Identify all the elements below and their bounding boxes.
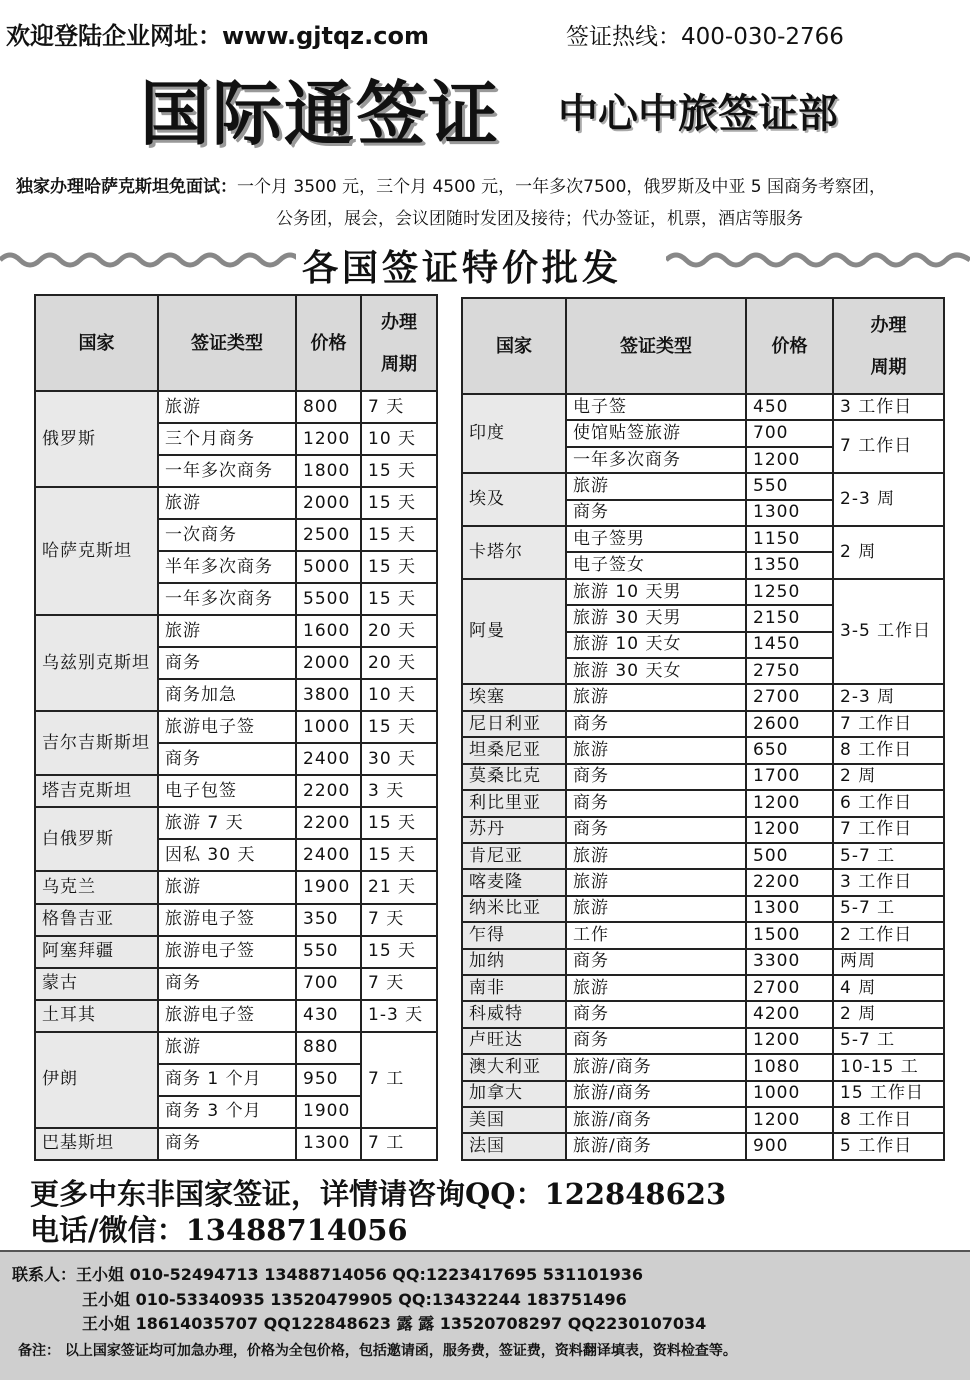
visa-type-cell: 旅游 30 天男	[566, 605, 746, 631]
price-cell: 1300	[746, 500, 833, 526]
price-cell: 2700	[746, 684, 833, 710]
contact-line-2: 王小姐 010-53340935 13520479905 QQ:13432244 183751496	[82, 1290, 627, 1309]
period-cell: 6 工作日	[833, 790, 944, 816]
price-cell: 2150	[746, 605, 833, 631]
section-title: 各国签证特价批发	[296, 240, 628, 291]
country-cell: 乍得	[462, 922, 566, 948]
visa-type-cell: 旅游电子签	[158, 936, 296, 968]
table-row	[462, 737, 944, 763]
period-cell: 2 工作日	[833, 922, 944, 948]
price-cell: 1350	[746, 552, 833, 578]
country-cell: 俄罗斯	[35, 391, 158, 487]
table-row	[462, 1054, 944, 1080]
price-cell: 430	[296, 1000, 361, 1032]
brand-subtitle: 中心中旅签证部	[558, 90, 838, 137]
price-cell: 1000	[746, 1081, 833, 1107]
visa-type-cell: 电子签女	[566, 552, 746, 578]
visa-type-cell: 旅游电子签	[158, 904, 296, 936]
visa-type-cell: 旅游	[158, 871, 296, 903]
table-row	[462, 764, 944, 790]
country-cell: 埃及	[462, 473, 566, 526]
price-cell: 500	[746, 843, 833, 869]
price-cell: 900	[746, 1133, 833, 1160]
period-cell: 15 天	[361, 551, 437, 583]
visa-type-cell: 旅游 7 天	[158, 807, 296, 839]
period-cell: 7 天	[361, 391, 437, 423]
visa-hotline-text: 签证热线：400-030-2766	[566, 24, 844, 50]
visa-type-cell: 旅游	[158, 487, 296, 519]
left-wave-decoration	[0, 248, 300, 272]
country-cell: 澳大利亚	[462, 1054, 566, 1080]
visa-type-cell: 商务	[566, 790, 746, 816]
promo-label: 独家办理哈萨克斯坦免面试：	[16, 177, 237, 197]
visa-type-cell: 商务	[158, 968, 296, 1000]
visa-type-cell: 旅游/商务	[566, 1081, 746, 1107]
price-cell: 1900	[296, 1096, 361, 1128]
price-cell: 1200	[746, 790, 833, 816]
country-cell: 伊朗	[35, 1032, 158, 1128]
table-row	[462, 1028, 944, 1054]
visa-type-cell: 旅游	[566, 473, 746, 499]
country-cell: 白俄罗斯	[35, 807, 158, 871]
visa-type-cell: 旅游	[158, 615, 296, 647]
visa-type-cell: 旅游	[566, 896, 746, 922]
period-cell: 1-3 天	[361, 1000, 437, 1032]
visa-type-cell: 一年多次商务	[566, 447, 746, 473]
country-cell: 阿塞拜疆	[35, 936, 158, 968]
table-row	[462, 843, 944, 869]
price-cell: 1900	[296, 871, 361, 903]
price-cell: 1500	[746, 922, 833, 948]
visa-type-cell: 商务加急	[158, 679, 296, 711]
table-row	[35, 1032, 437, 1064]
period-cell: 5-7 工	[833, 1028, 944, 1054]
price-cell: 1200	[746, 817, 833, 843]
country-cell: 土耳其	[35, 1000, 158, 1032]
price-cell: 1700	[746, 764, 833, 790]
visa-type-cell: 商务	[158, 743, 296, 775]
price-cell: 1200	[746, 1107, 833, 1133]
table-row	[462, 790, 944, 816]
period-cell: 5 工作日	[833, 1133, 944, 1160]
country-cell: 蒙古	[35, 968, 158, 1000]
welcome-website-text: 欢迎登陆企业网址：www.gjtqz.com	[6, 22, 429, 50]
table-row	[462, 526, 944, 552]
period-cell: 7 天	[361, 904, 437, 936]
visa-type-cell: 电子签	[566, 394, 746, 420]
visa-type-cell: 一年多次商务	[158, 455, 296, 487]
country-cell: 哈萨克斯坦	[35, 487, 158, 615]
visa-type-cell: 旅游	[158, 1032, 296, 1064]
period-cell: 30 天	[361, 743, 437, 775]
table-row	[462, 1133, 944, 1160]
country-cell: 格鲁吉亚	[35, 904, 158, 936]
country-cell: 卢旺达	[462, 1028, 566, 1054]
price-cell: 950	[296, 1064, 361, 1096]
visa-type-cell: 商务	[566, 817, 746, 843]
country-cell: 印度	[462, 394, 566, 473]
table-row	[35, 807, 437, 839]
period-cell: 15 天	[361, 839, 437, 871]
period-cell: 4 周	[833, 975, 944, 1001]
period-cell: 15 天	[361, 519, 437, 551]
visa-type-cell: 旅游	[566, 737, 746, 763]
period-cell: 2-3 周	[833, 684, 944, 710]
visa-type-cell: 商务	[566, 711, 746, 737]
price-cell: 650	[746, 737, 833, 763]
price-cell: 1300	[746, 896, 833, 922]
period-cell: 15 天	[361, 583, 437, 615]
period-cell: 10 天	[361, 679, 437, 711]
country-cell: 南非	[462, 975, 566, 1001]
price-cell: 2200	[746, 869, 833, 895]
table-row	[462, 1081, 944, 1107]
visa-type-cell: 半年多次商务	[158, 551, 296, 583]
visa-type-cell: 旅游	[158, 391, 296, 423]
visa-type-cell: 旅游电子签	[158, 711, 296, 743]
country-cell: 美国	[462, 1107, 566, 1133]
country-cell: 卡塔尔	[462, 526, 566, 579]
remark-note: 备注： 以上国家签证均可加急办理，价格为全包价格，包括邀请函，服务费，签证费，资料翻译填表，资料检查等。	[18, 1343, 737, 1359]
period-cell: 2 周	[833, 526, 944, 579]
period-cell: 7 天	[361, 968, 437, 1000]
price-cell: 1000	[296, 711, 361, 743]
phone-wechat-text: 电话/微信：13488714056	[30, 1213, 408, 1247]
table-row	[462, 473, 944, 499]
price-cell: 1300	[296, 1128, 361, 1160]
table-row	[35, 711, 437, 743]
period-cell: 7 工作日	[833, 817, 944, 843]
price-cell: 2400	[296, 839, 361, 871]
table-row	[462, 975, 944, 1001]
price-cell: 5000	[296, 551, 361, 583]
table-row	[35, 1000, 437, 1032]
price-cell: 1600	[296, 615, 361, 647]
visa-type-cell: 电子签男	[566, 526, 746, 552]
period-cell: 7 工	[361, 1032, 437, 1128]
price-cell: 1800	[296, 455, 361, 487]
country-cell: 法国	[462, 1133, 566, 1160]
period-cell: 3-5 工作日	[833, 579, 944, 685]
period-cell: 5-7 工	[833, 896, 944, 922]
table-row	[462, 1001, 944, 1027]
country-cell: 纳米比亚	[462, 896, 566, 922]
price-cell: 3300	[746, 949, 833, 975]
table-row	[462, 711, 944, 737]
country-cell: 阿曼	[462, 579, 566, 685]
right-visa-table	[461, 297, 945, 1161]
contact-line-3: 王小姐 18614035707 QQ122848623 露 露 13520708297 QQ2230107034	[82, 1314, 707, 1333]
table-row	[462, 896, 944, 922]
period-cell: 5-7 工	[833, 843, 944, 869]
country-cell: 苏丹	[462, 817, 566, 843]
visa-type-cell: 旅游电子签	[158, 1000, 296, 1032]
table-row	[35, 487, 437, 519]
country-cell: 乌兹别克斯坦	[35, 615, 158, 711]
period-cell: 2 周	[833, 764, 944, 790]
country-cell: 加纳	[462, 949, 566, 975]
price-cell: 3800	[296, 679, 361, 711]
price-cell: 1200	[296, 423, 361, 455]
top-bar	[0, 10, 970, 50]
price-cell: 550	[746, 473, 833, 499]
table-row	[462, 922, 944, 948]
price-cell: 2750	[746, 658, 833, 684]
promo-line-2: 公务团，展会，会议团随时发团及接待；代办签证，机票，酒店等服务	[276, 209, 803, 229]
table-row	[462, 684, 944, 710]
header-visa-type: 签证类型	[566, 298, 746, 394]
table-row	[35, 391, 437, 423]
visa-type-cell: 商务	[158, 1128, 296, 1160]
period-cell: 20 天	[361, 615, 437, 647]
country-cell: 科威特	[462, 1001, 566, 1027]
visa-type-cell: 旅游	[566, 684, 746, 710]
visa-type-cell: 旅游/商务	[566, 1133, 746, 1160]
country-cell: 乌克兰	[35, 871, 158, 903]
table-row	[35, 968, 437, 1000]
right-wave-decoration	[666, 248, 970, 272]
period-cell: 8 工作日	[833, 737, 944, 763]
visa-type-cell: 三个月商务	[158, 423, 296, 455]
table-row	[35, 775, 437, 807]
visa-type-cell: 工作	[566, 922, 746, 948]
visa-type-cell: 旅游	[566, 975, 746, 1001]
price-cell: 4200	[746, 1001, 833, 1027]
table-row	[35, 904, 437, 936]
table-row	[462, 817, 944, 843]
price-cell: 2200	[296, 807, 361, 839]
header-country: 国家	[35, 295, 158, 391]
visa-type-cell: 商务 3 个月	[158, 1096, 296, 1128]
price-cell: 700	[296, 968, 361, 1000]
period-cell: 20 天	[361, 647, 437, 679]
period-cell: 15 天	[361, 487, 437, 519]
price-cell: 2200	[296, 775, 361, 807]
visa-type-cell: 旅游/商务	[566, 1054, 746, 1080]
period-cell: 3 工作日	[833, 394, 944, 420]
price-cell: 700	[746, 420, 833, 446]
visa-type-cell: 电子包签	[158, 775, 296, 807]
period-cell: 7 工作日	[833, 420, 944, 473]
header-price: 价格	[746, 298, 833, 394]
price-cell: 880	[296, 1032, 361, 1064]
period-cell: 7 工	[361, 1128, 437, 1160]
visa-type-cell: 因私 30 天	[158, 839, 296, 871]
visa-type-cell: 商务	[566, 1001, 746, 1027]
visa-type-cell: 旅游	[566, 869, 746, 895]
visa-type-cell: 商务	[566, 949, 746, 975]
visa-type-cell: 使馆贴签旅游	[566, 420, 746, 446]
visa-type-cell: 旅游	[566, 843, 746, 869]
price-cell: 1200	[746, 447, 833, 473]
country-cell: 莫桑比克	[462, 764, 566, 790]
price-cell: 2600	[746, 711, 833, 737]
promo-line-1	[16, 172, 966, 197]
price-cell: 2000	[296, 487, 361, 519]
period-cell: 3 天	[361, 775, 437, 807]
price-cell: 2400	[296, 743, 361, 775]
country-cell: 肯尼亚	[462, 843, 566, 869]
period-cell: 7 工作日	[833, 711, 944, 737]
header-country: 国家	[462, 298, 566, 394]
table-row	[462, 579, 944, 605]
more-info-text: 更多中东非国家签证，详情请咨询QQ：122848623	[30, 1177, 727, 1211]
price-cell: 5500	[296, 583, 361, 615]
period-cell: 15 天	[361, 711, 437, 743]
price-cell: 450	[746, 394, 833, 420]
period-cell: 8 工作日	[833, 1107, 944, 1133]
period-cell: 10 天	[361, 423, 437, 455]
price-cell: 1250	[746, 579, 833, 605]
header-period: 办理 周期	[833, 298, 944, 394]
country-cell: 巴基斯坦	[35, 1128, 158, 1160]
brand-title: 国际通签证	[140, 72, 500, 155]
header-price: 价格	[296, 295, 361, 391]
price-cell: 1450	[746, 632, 833, 658]
table-row	[35, 1128, 437, 1160]
price-cell: 350	[296, 904, 361, 936]
period-cell: 两周	[833, 949, 944, 975]
country-cell: 加拿大	[462, 1081, 566, 1107]
visa-type-cell: 旅游 10 天男	[566, 579, 746, 605]
visa-type-cell: 商务	[566, 764, 746, 790]
period-cell: 2-3 周	[833, 473, 944, 526]
country-cell: 利比里亚	[462, 790, 566, 816]
price-cell: 1150	[746, 526, 833, 552]
price-cell: 2500	[296, 519, 361, 551]
contact-box	[0, 1250, 970, 1380]
visa-type-cell: 商务	[566, 500, 746, 526]
left-visa-table	[34, 294, 438, 1161]
table-row	[462, 869, 944, 895]
period-cell: 2 周	[833, 1001, 944, 1027]
country-cell: 塔吉克斯坦	[35, 775, 158, 807]
country-cell: 吉尔吉斯斯坦	[35, 711, 158, 775]
country-cell: 喀麦隆	[462, 869, 566, 895]
period-cell: 15 天	[361, 807, 437, 839]
country-cell: 尼日利亚	[462, 711, 566, 737]
period-cell: 15 天	[361, 936, 437, 968]
visa-type-cell: 商务	[566, 1028, 746, 1054]
table-row	[35, 936, 437, 968]
visa-type-cell: 旅游/商务	[566, 1107, 746, 1133]
period-cell: 15 工作日	[833, 1081, 944, 1107]
table-row	[35, 871, 437, 903]
visa-type-cell: 旅游 10 天女	[566, 632, 746, 658]
contact-line-1: 联系人：王小姐 010-52494713 13488714056 QQ:1223417695 531101936	[12, 1265, 643, 1284]
price-cell: 1200	[746, 1028, 833, 1054]
visa-type-cell: 商务	[158, 647, 296, 679]
visa-type-cell: 商务 1 个月	[158, 1064, 296, 1096]
table-row	[462, 394, 944, 420]
table-row	[462, 1107, 944, 1133]
period-cell: 10-15 工	[833, 1054, 944, 1080]
country-cell: 坦桑尼亚	[462, 737, 566, 763]
period-cell: 21 天	[361, 871, 437, 903]
price-cell: 800	[296, 391, 361, 423]
table-row	[35, 615, 437, 647]
price-cell: 2700	[746, 975, 833, 1001]
header-visa-type: 签证类型	[158, 295, 296, 391]
header-period: 办理 周期	[361, 295, 437, 391]
visa-type-cell: 旅游 30 天女	[566, 658, 746, 684]
table-row	[462, 949, 944, 975]
visa-type-cell: 一次商务	[158, 519, 296, 551]
price-cell: 550	[296, 936, 361, 968]
promo-text: 一个月 3500 元，三个月 4500 元，一年多次7500，俄罗斯及中亚 5 国商务考察团，	[237, 177, 887, 197]
price-cell: 1080	[746, 1054, 833, 1080]
visa-type-cell: 一年多次商务	[158, 583, 296, 615]
period-cell: 15 天	[361, 455, 437, 487]
country-cell: 埃塞	[462, 684, 566, 710]
period-cell: 3 工作日	[833, 869, 944, 895]
price-cell: 2000	[296, 647, 361, 679]
